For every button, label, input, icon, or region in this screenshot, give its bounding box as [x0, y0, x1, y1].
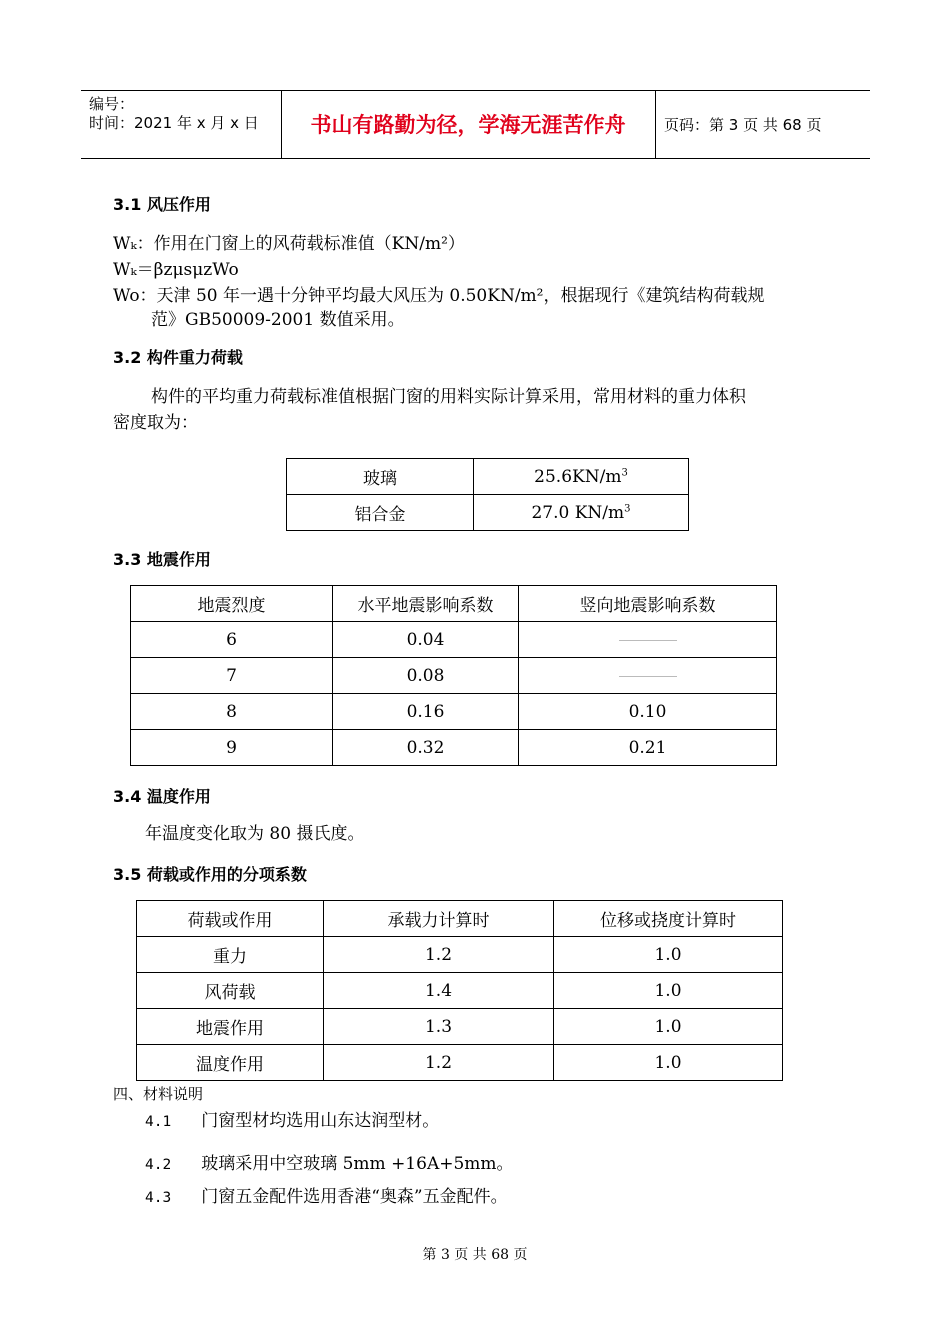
table-cell-empty — [519, 622, 777, 658]
density-material: 玻璃 — [287, 459, 474, 495]
table-cell: 0.32 — [333, 730, 519, 766]
section-3-1-title: 3.1 风压作用 — [113, 195, 211, 214]
table-row — [287, 495, 689, 531]
column-header: 荷载或作用 — [137, 901, 324, 937]
material-item-number: 4.3 — [145, 1190, 172, 1206]
table-row — [137, 937, 783, 973]
gravity-paragraph-line-1: 构件的平均重力荷载标准值根据门窗的用料实际计算采用，常用材料的重力体积 — [151, 387, 746, 407]
table-cell: 温度作用 — [137, 1045, 324, 1081]
table-header-row — [131, 586, 777, 622]
table-row — [131, 658, 777, 694]
material-item-number: 4.2 — [145, 1157, 172, 1173]
table-cell: 9 — [131, 730, 333, 766]
load-factor-table — [136, 900, 783, 1081]
table-cell: 1.3 — [324, 1009, 554, 1045]
table-cell: 0.04 — [333, 622, 519, 658]
gravity-paragraph-line-2: 密度取为： — [113, 413, 198, 433]
table-row — [137, 1045, 783, 1081]
density-table — [286, 458, 689, 531]
header-top-rule — [81, 90, 870, 91]
wind-load-formula: Wₖ＝βzμsμzWo — [113, 260, 239, 280]
density-value: 27.0 $KN/m^3$ — [474, 495, 689, 531]
table-cell: 1.2 — [324, 1045, 554, 1081]
material-item-text: 玻璃采用中空玻璃 5mm +16A+5mm。 — [201, 1154, 514, 1174]
table-cell: 0.10 — [519, 694, 777, 730]
table-row — [137, 973, 783, 1009]
table-cell: 地震作用 — [137, 1009, 324, 1045]
table-row — [131, 730, 777, 766]
table-cell-empty — [519, 658, 777, 694]
wind-load-definition: Wₖ：作用在门窗上的风荷载标准值（KN/m²） — [113, 234, 465, 254]
material-item — [145, 1109, 439, 1134]
table-cell: 6 — [131, 622, 333, 658]
table-header-row — [137, 901, 783, 937]
column-header: 位移或挠度计算时 — [554, 901, 783, 937]
material-item — [145, 1185, 508, 1210]
table-cell: 1.0 — [554, 1009, 783, 1045]
table-row — [131, 622, 777, 658]
header-code-label: 编号： — [89, 95, 135, 113]
header-divider-right — [655, 91, 656, 158]
table-cell: 1.2 — [324, 937, 554, 973]
placeholder-rule — [619, 640, 677, 641]
table-cell: 0.21 — [519, 730, 777, 766]
column-header: 地震烈度 — [131, 586, 333, 622]
table-cell: 1.0 — [554, 1045, 783, 1081]
seismic-table — [130, 585, 777, 766]
page-footer: 第 3 页 共 68 页 — [422, 1247, 528, 1263]
column-header: 竖向地震影响系数 — [519, 586, 777, 622]
table-row — [131, 694, 777, 730]
table-cell: 7 — [131, 658, 333, 694]
column-header: 承载力计算时 — [324, 901, 554, 937]
material-item — [145, 1152, 514, 1177]
header-page-label: 页码：第 3 页 共 68 页 — [664, 116, 822, 134]
table-cell: 重力 — [137, 937, 324, 973]
table-row — [137, 1009, 783, 1045]
table-cell: 1.0 — [554, 937, 783, 973]
header-bottom-rule — [81, 158, 870, 159]
density-value: $25.6KN/m^3$ — [474, 459, 689, 495]
wind-pressure-line-1: Wo：天津 50 年一遇十分钟平均最大风压为 0.50KN/m²，根据现行《建筑结构荷载规 — [113, 286, 765, 306]
table-cell: 0.08 — [333, 658, 519, 694]
table-cell: 0.16 — [333, 694, 519, 730]
material-item-number: 4.1 — [145, 1114, 172, 1130]
header-time-label: 时间：2021 年 x 月 x 日 — [89, 114, 259, 132]
material-item-text: 门窗五金配件选用香港“奥森”五金配件。 — [201, 1187, 508, 1207]
section-3-3-title: 3.3 地震作用 — [113, 550, 211, 569]
table-cell: 8 — [131, 694, 333, 730]
material-item-text: 门窗型材均选用山东达润型材。 — [201, 1111, 440, 1131]
wind-pressure-line-2: 范》GB50009-2001 数值采用。 — [151, 310, 405, 330]
header-motto: 书山有路勤为径，学海无涯苦作舟 — [310, 113, 626, 137]
column-header: 水平地震影响系数 — [333, 586, 519, 622]
table-cell: 风荷载 — [137, 973, 324, 1009]
table-cell: 1.0 — [554, 973, 783, 1009]
temperature-text: 年温度变化取为 80 摄氏度。 — [145, 824, 365, 844]
density-material: 铝合金 — [287, 495, 474, 531]
placeholder-rule — [619, 676, 677, 677]
table-row — [287, 459, 689, 495]
section-3-2-title: 3.2 构件重力荷载 — [113, 348, 243, 367]
section-3-4-title: 3.4 温度作用 — [113, 787, 211, 806]
section-4-title: 四、材料说明 — [113, 1085, 204, 1103]
section-3-5-title: 3.5 荷载或作用的分项系数 — [113, 865, 307, 884]
table-cell: 1.4 — [324, 973, 554, 1009]
